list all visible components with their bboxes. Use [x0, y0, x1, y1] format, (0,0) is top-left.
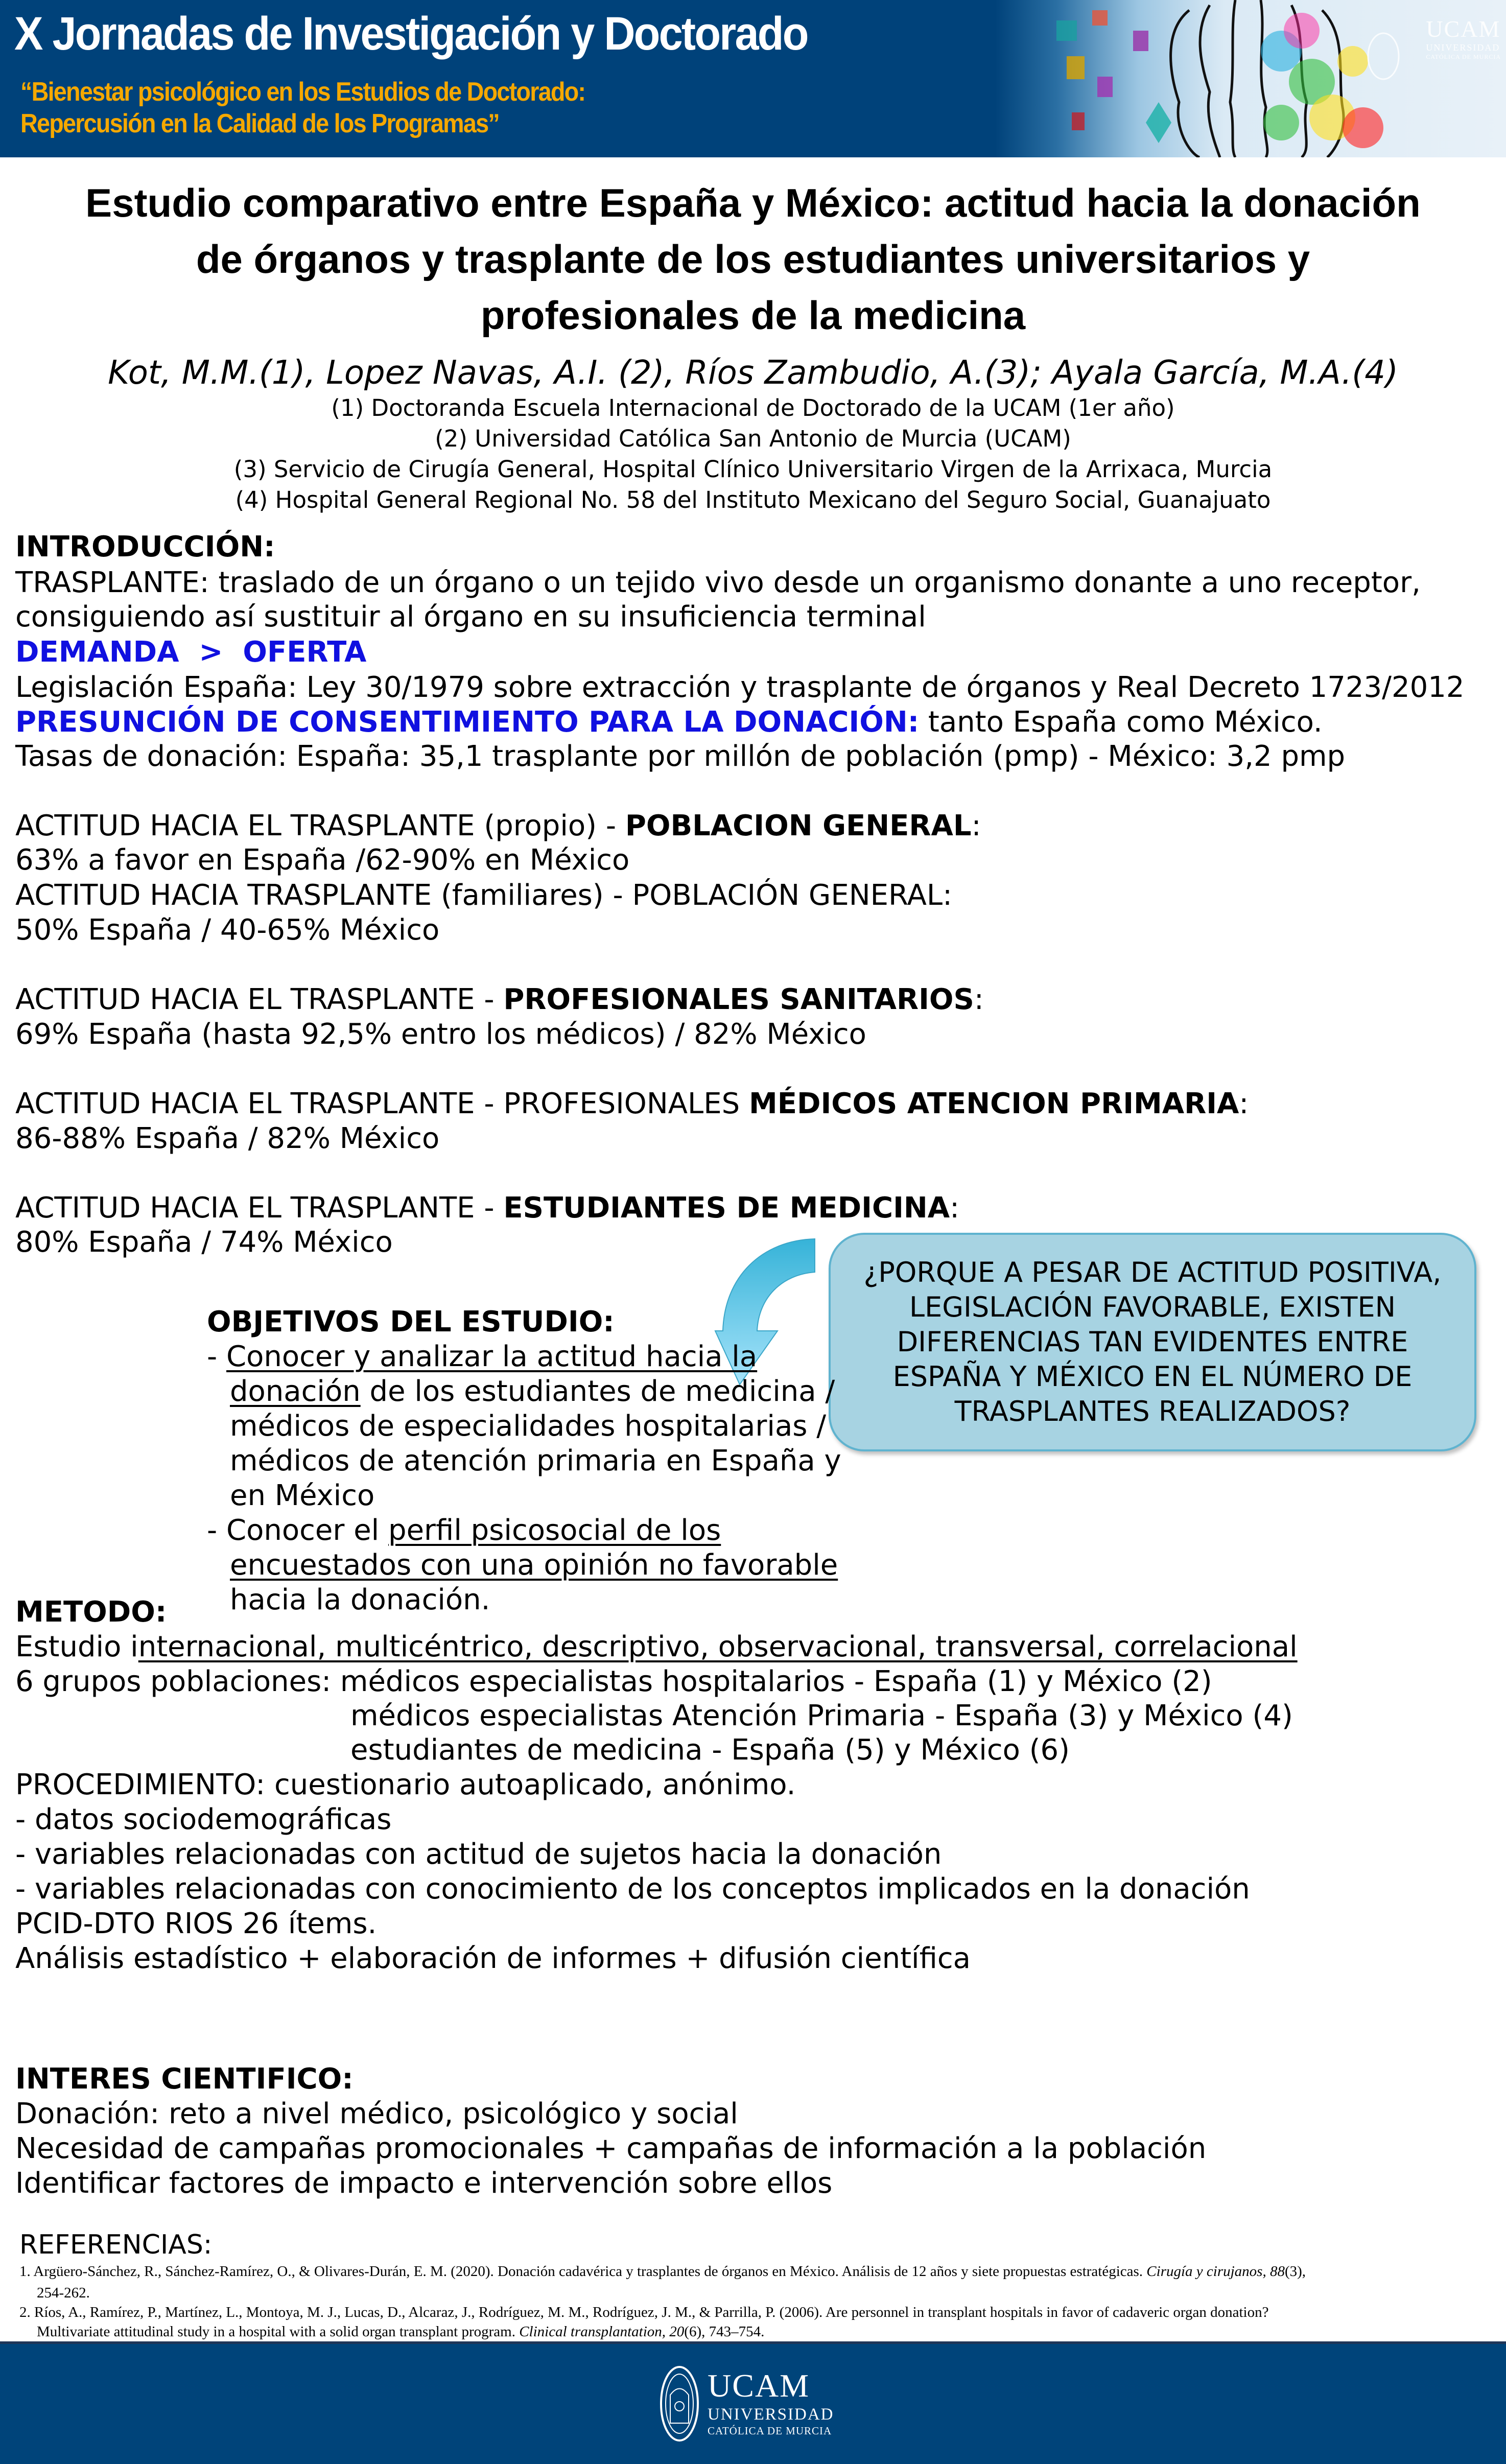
callout-line: DIFERENCIAS TAN EVIDENTES ENTRE — [897, 1326, 1408, 1358]
metodo-bullet-1: - datos sociodemográficas — [15, 1803, 392, 1836]
ref-journal: Clinical transplantation, 20 — [519, 2324, 685, 2340]
brain-illustration — [995, 0, 1506, 157]
callout-line: ¿PORQUE A PESAR DE ACTITUD POSITIVA, — [863, 1256, 1442, 1288]
event-title: X Jornadas de Investigación y Doctorado — [14, 8, 808, 60]
objetivo-2-underlined-2: encuestados con una opinión no favorable — [230, 1548, 838, 1582]
attitude-heading-4 — [15, 1087, 1249, 1120]
authors: Kot, M.M.(1), Lopez Navas, A.I. (2), Ríos Zambudio, A.(3); Ayala García, M.A.(4) — [108, 354, 1398, 392]
intro-demanda-oferta: DEMANDA > OFERTA — [15, 636, 367, 669]
attitude-bold: MÉDICOS ATENCION PRIMARIA — [748, 1087, 1239, 1120]
estudio-underlined: nternacional, multicéntrico, descriptivo, observacional, transversal, correlacional — [138, 1630, 1298, 1663]
attitude-prefix: ACTITUD HACIA EL TRASPLANTE - PROFESIONALES — [15, 1087, 749, 1120]
ref-tail: (3), — [1284, 2263, 1306, 2280]
grupos-label: 6 grupos poblaciones: — [15, 1665, 340, 1698]
event-subtitle-line1: “Bienestar psicológico en los Estudios de Doctorado: — [20, 77, 585, 107]
objetivo-2-line1 — [207, 1516, 721, 1545]
objetivo-1-line5: en México — [230, 1479, 375, 1512]
footer-banner — [0, 2341, 1506, 2464]
interes-heading: INTERES CIENTIFICO: — [15, 2062, 354, 2096]
attitude-heading-1 — [15, 809, 981, 842]
objetivo-1-underlined-2: donación — [230, 1375, 361, 1408]
ucam-seal-icon — [659, 2364, 700, 2444]
objetivo-2-line2 — [230, 1548, 838, 1582]
poster-title-line3: profesionales de la medicina — [480, 293, 1026, 338]
attitude-value-4: 86-88% España / 82% México — [15, 1122, 440, 1155]
bullet-dash: - — [207, 1340, 227, 1373]
reference-2-line1: 2. Ríos, A., Ramírez, P., Martínez, L., Montoya, M. J., Lucas, D., Alcaraz, J., Rodríguez, M. M., Rodríguez, J. M., & Parrilla, P. (2006). Are personnel in transplant hospitals in favor of cadaveric organ donation? — [19, 2304, 1269, 2320]
attitude-suffix: : — [950, 1191, 959, 1225]
ucam-logo-main: UCAM — [708, 2367, 810, 2404]
callout-line: ESPAÑA Y MÉXICO EN EL NÚMERO DE — [892, 1360, 1413, 1393]
interes-line-2: Necesidad de campañas promocionales + campañas de información a la población — [15, 2132, 1207, 2165]
attitude-heading-3 — [15, 985, 984, 1014]
objetivo-1-line4: médicos de atención primaria en España y — [230, 1444, 841, 1477]
objetivo-2-underlined: perfil psicosocial de los — [388, 1514, 721, 1547]
metodo-bullet-2: - variables relacionadas con actitud de sujetos hacia la donación — [15, 1838, 942, 1871]
intro-trasplante-1: TRASPLANTE: traslado de un órgano o un tejido vivo desde un organismo donante a uno receptor, — [15, 566, 1421, 599]
attitude-value-1: 63% a favor en España /62-90% en México — [15, 843, 630, 877]
presuncion-bold: PRESUNCIÓN DE CONSENTIMIENTO PARA LA DONACIÓN: — [15, 706, 920, 739]
affiliation-4: (4) Hospital General Regional No. 58 del Instituto Mexicano del Seguro Social, Guanajuato — [235, 486, 1271, 513]
attitude-value-3: 69% España (hasta 92,5% entro los médicos) / 82% México — [15, 1018, 866, 1051]
question-callout — [829, 1233, 1476, 1451]
reference-1-line2: 254-262. — [37, 2285, 90, 2301]
objetivos-heading: OBJETIVOS DEL ESTUDIO: — [207, 1305, 615, 1339]
callout-line: LEGISLACIÓN FAVORABLE, EXISTEN — [909, 1291, 1396, 1323]
intro-legislacion: Legislación España: Ley 30/1979 sobre extracción y trasplante de órganos y Real Decreto 1723/2012 — [15, 671, 1465, 704]
estudio-pre: Estudio i — [15, 1630, 138, 1663]
objetivo-2-pre: Conocer el — [226, 1514, 389, 1547]
intro-tasas: Tasas de donación: España: 35,1 trasplante por millón de población (pmp) - México: 3,2 pmp — [15, 740, 1346, 773]
ref-tail: (6), 743–754. — [684, 2324, 765, 2340]
attitude-suffix: : — [1239, 1087, 1249, 1120]
attitude-value-5: 80% España / 74% México — [15, 1226, 393, 1259]
referencias-heading: REFERENCIAS: — [19, 2230, 213, 2260]
header-banner — [0, 0, 1506, 157]
affiliation-3: (3) Servicio de Cirugía General, Hospital Clínico Universitario Virgen de la Arrixaca, Murcia — [233, 456, 1273, 483]
interes-line-3: Identificar factores de impacto e intervención sobre ellos — [15, 2167, 833, 2200]
attitude-heading-5 — [15, 1191, 959, 1225]
header-ucam-watermark: UCAM UNIVERSIDAD CATÓLICA DE MURCIA — [1426, 16, 1501, 60]
metodo-grupos-2: médicos especialistas Atención Primaria - España (3) y México (4) — [350, 1699, 1293, 1732]
attitude-bold: POBLACION GENERAL — [625, 809, 972, 842]
metodo-heading: METODO: — [15, 1595, 167, 1629]
presuncion-rest: tanto España como México. — [919, 706, 1323, 739]
attitude-prefix: ACTITUD HACIA EL TRASPLANTE (propio) - — [15, 809, 625, 842]
ref-text: Multivariate attitudinal study in a hospital with a solid organ transplant program. — [37, 2324, 520, 2340]
affiliation-2: (2) Universidad Católica San Antonio de Murcia (UCAM) — [435, 425, 1071, 452]
metodo-pcid: PCID-DTO RIOS 26 ítems. — [15, 1907, 377, 1940]
objetivo-1-line3: médicos de especialidades hospitalarias / — [230, 1410, 827, 1443]
callout-line: TRASPLANTES REALIZADOS? — [954, 1395, 1351, 1427]
attitude-prefix: ACTITUD HACIA EL TRASPLANTE - — [15, 983, 504, 1016]
metodo-analisis: Análisis estadístico + elaboración de informes + difusión científica — [15, 1942, 971, 1975]
reference-1-line1 — [19, 2264, 1306, 2279]
interes-line-1: Donación: reto a nivel médico, psicológico y social — [15, 2097, 738, 2130]
metodo-grupos-1 — [15, 1665, 1212, 1698]
intro-heading: INTRODUCCIÓN: — [15, 530, 275, 564]
attitude-bold: PROFESIONALES SANITARIOS — [503, 983, 974, 1016]
reference-2-line2 — [37, 2325, 764, 2339]
objetivo-1-rest: de los estudiantes de medicina / — [360, 1375, 835, 1408]
ucam-logo — [659, 2364, 863, 2444]
objetivo-1-underlined: Conocer y analizar la actitud hacia la — [226, 1340, 758, 1373]
bullet-dash: - — [207, 1514, 227, 1547]
metodo-estudio — [15, 1630, 1298, 1663]
affiliation-1: (1) Doctoranda Escuela Internacional de Doctorado de la UCAM (1er año) — [331, 394, 1175, 421]
attitude-suffix: : — [971, 809, 981, 842]
poster-title-line1: Estudio comparativo entre España y México: actitud hacia la donación — [85, 180, 1421, 225]
objetivo-2-line3: hacia la donación. — [230, 1583, 490, 1616]
attitude-value-2: 50% España / 40-65% México — [15, 913, 440, 947]
ucam-logo-line3: CATÓLICA DE MURCIA — [708, 2425, 832, 2437]
objetivo-1-line2 — [230, 1377, 835, 1406]
ref-journal: Cirugía y cirujanos, 88 — [1146, 2263, 1285, 2280]
ucam-logo-line2: UNIVERSIDAD — [708, 2405, 834, 2424]
metodo-bullet-3: - variables relacionadas con conocimiento de los conceptos implicados en la donación — [15, 1872, 1250, 1906]
intro-trasplante-2: consiguiendo así sustituir al órgano en su insuficiencia terminal — [15, 600, 926, 633]
attitude-prefix: ACTITUD HACIA TRASPLANTE (familiares) - POBLACIÓN GENERAL: — [15, 879, 952, 912]
attitude-bold: ESTUDIANTES DE MEDICINA — [503, 1191, 950, 1225]
ref-text: 1. Argüero-Sánchez, R., Sánchez-Ramírez, O., & Olivares-Durán, E. M. (2020). Donación cadavérica y trasplantes de órganos en México. Análisis de 12 años y siete propuestas estratégicas. — [19, 2263, 1147, 2280]
objetivo-1-line1 — [207, 1340, 758, 1373]
attitude-prefix: ACTITUD HACIA EL TRASPLANTE - — [15, 1191, 504, 1225]
metodo-grupos-3: estudiantes de medicina - España (5) y México (6) — [350, 1733, 1070, 1767]
intro-presuncion — [15, 708, 1323, 737]
poster-title-line2: de órganos y trasplante de los estudiantes universitarios y — [196, 237, 1310, 281]
attitude-heading-2 — [15, 881, 952, 910]
attitude-suffix: : — [974, 983, 984, 1016]
grupo-item: médicos especialistas hospitalarios - España (1) y México (2) — [340, 1665, 1212, 1698]
metodo-procedimiento: PROCEDIMIENTO: cuestionario autoaplicado, anónimo. — [15, 1768, 796, 1801]
event-subtitle-line2: Repercusión en la Calidad de los Programas” — [20, 109, 499, 138]
